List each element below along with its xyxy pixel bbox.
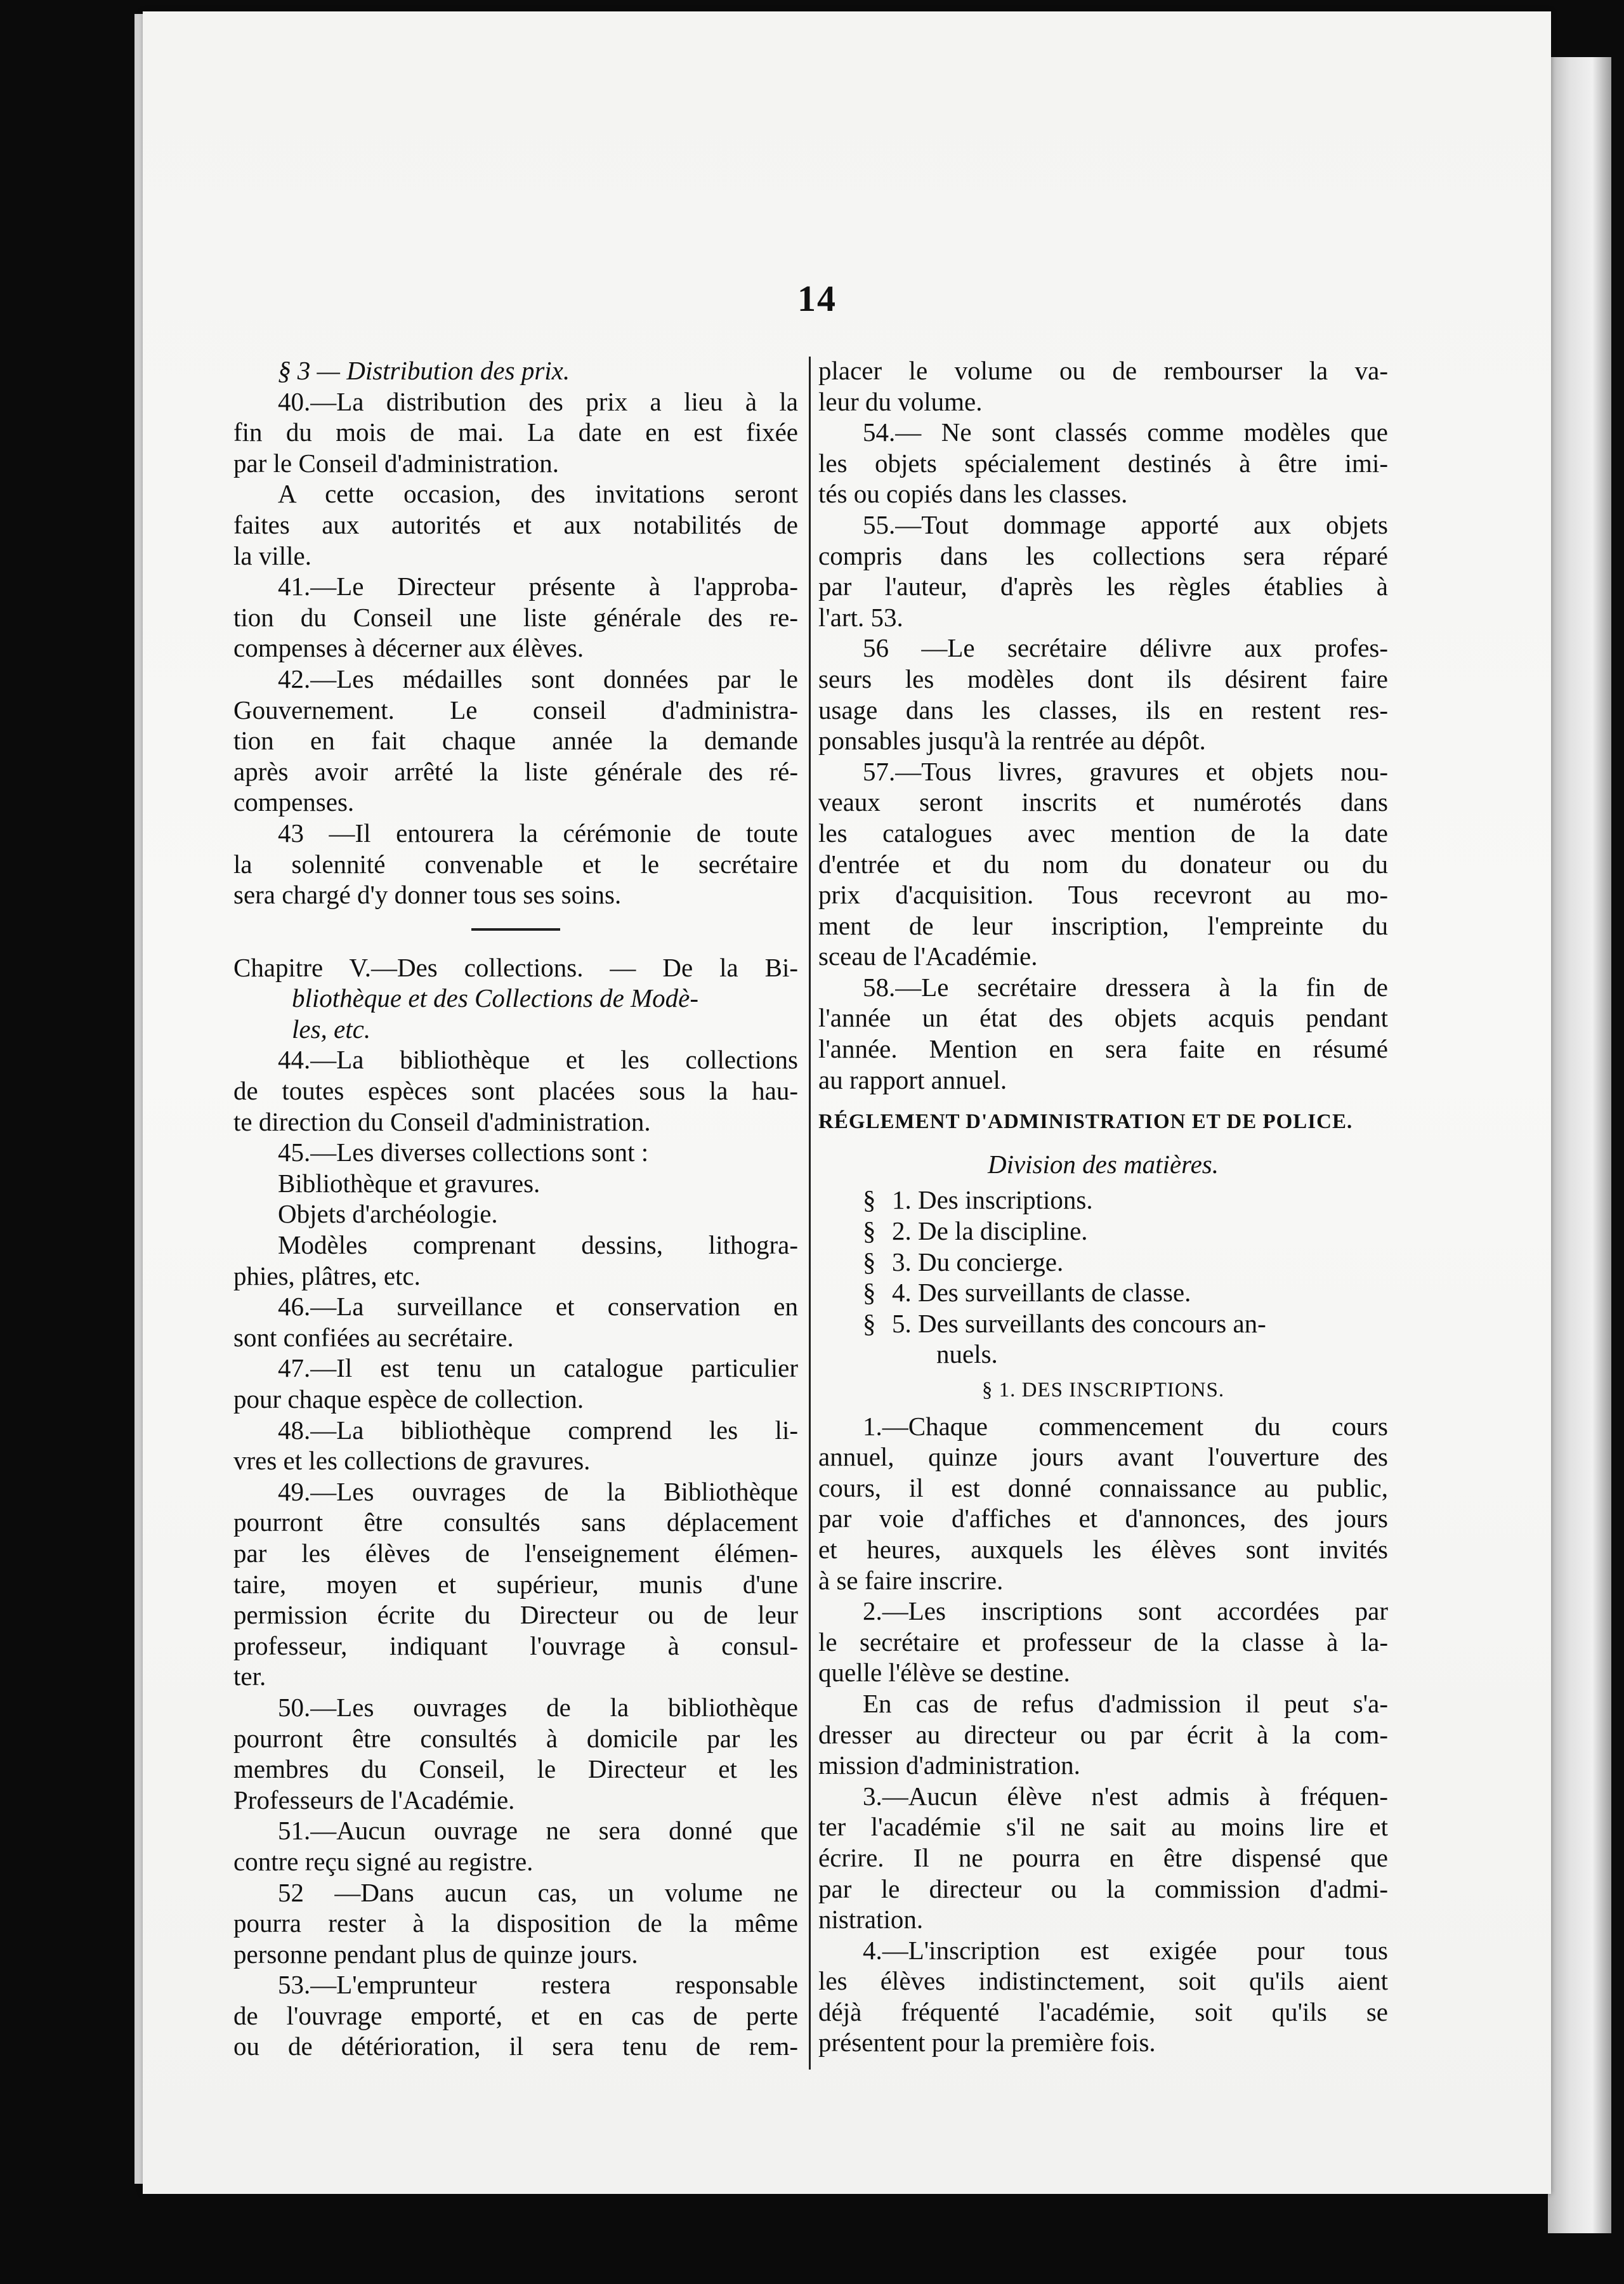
- article-48: 48.—La bibliothèque comprend les li- vres et les collections de gravures.: [233, 1415, 798, 1476]
- article-56: 56 —Le secrétaire délivre aux profes- seurs les modèles dont ils désirent faire usage dans les classes, ils en restent res- ponsables jusqu'à la rentrée au dépôt.: [818, 633, 1388, 756]
- toc-item: § 4. Des surveillants de classe.: [863, 1278, 1191, 1308]
- article-49: 49.—Les ouvrages de la Bibliothèque pourront être consultés sans déplacement par les élèves de l'enseignement élémen- taire, moyen et supérieur, munis d'une permission écrite du Directeur ou de leur professeur, indiquant l'ouvrage à consul- ter.: [233, 1476, 798, 1691]
- chapter-title: Chapitre V.—Des collections. — De la Bi- bliothèque et des Collections de Modè- les, etc.: [233, 952, 798, 1044]
- reglement-title: RÉGLEMENT D'ADMINISTRATION ET DE POLICE.: [818, 1110, 1353, 1134]
- toc-item: § 3. Du concierge.: [863, 1247, 1064, 1277]
- article-50: 50.—Les ouvrages de la bibliothèque pourront être consultés à domicile par les membres du Conseil, le Directeur et les Professeurs de l'Académie.: [233, 1692, 798, 1815]
- article-40: 40.—La distribution des prix a lieu à la fin du mois de mai. La date en est fixée par le Conseil d'administration.: [233, 386, 798, 478]
- rule-2: 2.—Les inscriptions sont accordées par le secrétaire et professeur de la classe à la- quelle l'élève se destine.: [818, 1596, 1388, 1688]
- article-57: 57.—Tous livres, gravures et objets nou- veaux seront inscrits et numérotés dans les catalogues avec mention de la date d'entrée et du nom du donateur ou du prix d'acquisition. Tous recevront au mo- ment de leur inscription, l'empreinte du sceau de l'Académie.: [818, 756, 1388, 971]
- article-47: 47.—Il est tenu un catalogue particulier pour chaque espèce de collection.: [233, 1353, 798, 1414]
- right-column: [818, 355, 1388, 2058]
- division-title: Division des matières.: [987, 1149, 1219, 1179]
- article-54: 54.— Ne sont classés comme modèles que les objets spécialement destinés à être imi- tés ou copiés dans les classes.: [818, 417, 1388, 509]
- rule-1: 1.—Chaque commencement du cours annuel, quinze jours avant l'ouverture des cours, il est donné connaissance au public, par voie d'affiches et d'annonces, des jours et heures, auxquels les élèves sont invités à se faire inscrire.: [818, 1411, 1388, 1595]
- section-3-title: § 3 — Distribution des prix.: [278, 356, 570, 385]
- article-46: 46.—La surveillance et conservation en sont confiées au secrétaire.: [233, 1292, 798, 1352]
- page-stack-edge: [1548, 57, 1611, 2233]
- rule-4: 4.—L'inscription est exigée pour tous les élèves indistinctement, soit qu'ils aient déjà fréquenté l'académie, soit qu'ils se présentent pour la première fois.: [818, 1935, 1388, 2058]
- article-42: 42.—Les médailles sont données par le Gouvernement. Le conseil d'administra- tion en fait chaque année la demande après avoir arrêté la liste générale des ré- compenses.: [233, 664, 798, 817]
- article-41: 41.—Le Directeur présente à l'approba- tion du Conseil une liste générale des re- compenses à décerner aux élèves.: [233, 572, 798, 663]
- section-1-title: § 1. DES INSCRIPTIONS.: [981, 1379, 1225, 1401]
- article-45: 45.—Les diverses collections sont : Bibliothèque et gravures. Objets d'archéologie. Modèles comprenant dessins, lithogra- phies, plâtres, etc.: [233, 1138, 798, 1290]
- section-separator: [471, 928, 560, 931]
- article-52: 52 —Dans aucun cas, un volume ne pourra rester à la disposition de la même personne pendant plus de quinze jours.: [233, 1877, 798, 1969]
- page-number: 14: [797, 278, 837, 319]
- rule-3: 3.—Aucun élève n'est admis à fréquen- ter l'académie s'il ne sait au moins lire et écrire. Il ne pourra en être dispensé que par le directeur ou la commission d'admi- nistration.: [818, 1781, 1388, 1934]
- toc-item: § 1. Des inscriptions.: [863, 1185, 1093, 1215]
- rule-2-para: En cas de refus d'admission il peut s'a- dresser au directeur ou par écrit à la com- mission d'administration.: [818, 1688, 1388, 1780]
- left-column: [233, 355, 798, 2062]
- toc-item-continued: nuels.: [936, 1339, 998, 1369]
- article-53-continued: placer le volume ou de rembourser la va- leur du volume.: [818, 356, 1388, 416]
- toc-item: § 5. Des surveillants des concours an-: [863, 1308, 1266, 1338]
- article-44: 44.—La bibliothèque et les collections de toutes espèces sont placées sous la hau- te direction du Conseil d'administration.: [233, 1045, 798, 1136]
- table-of-contents: [818, 1185, 1388, 1370]
- toc-item: § 2. De la discipline.: [863, 1216, 1088, 1246]
- article-58: 58.—Le secrétaire dressera à la fin de l'année un état des objets acquis pendant l'année. Mention en sera faite en résumé au rapport annuel.: [818, 972, 1388, 1094]
- article-53: 53.—L'emprunteur restera responsable de l'ouvrage emporté, et en cas de perte ou de détérioration, il sera tenu de rem-: [233, 1970, 798, 2061]
- article-40-para: A cette occasion, des invitations seront faites aux autorités et aux notabilités de la ville.: [233, 479, 798, 570]
- article-55: 55.—Tout dommage apporté aux objets compris dans les collections sera réparé par l'auteur, d'après les règles établies à l'art. 53.: [818, 509, 1388, 632]
- article-43: 43 —Il entourera la cérémonie de toute la solennité convenable et le secrétaire sera chargé d'y donner tous ses soins.: [233, 818, 798, 910]
- column-divider: [809, 357, 811, 2070]
- article-51: 51.—Aucun ouvrage ne sera donné que contre reçu signé au registre.: [233, 1816, 798, 1876]
